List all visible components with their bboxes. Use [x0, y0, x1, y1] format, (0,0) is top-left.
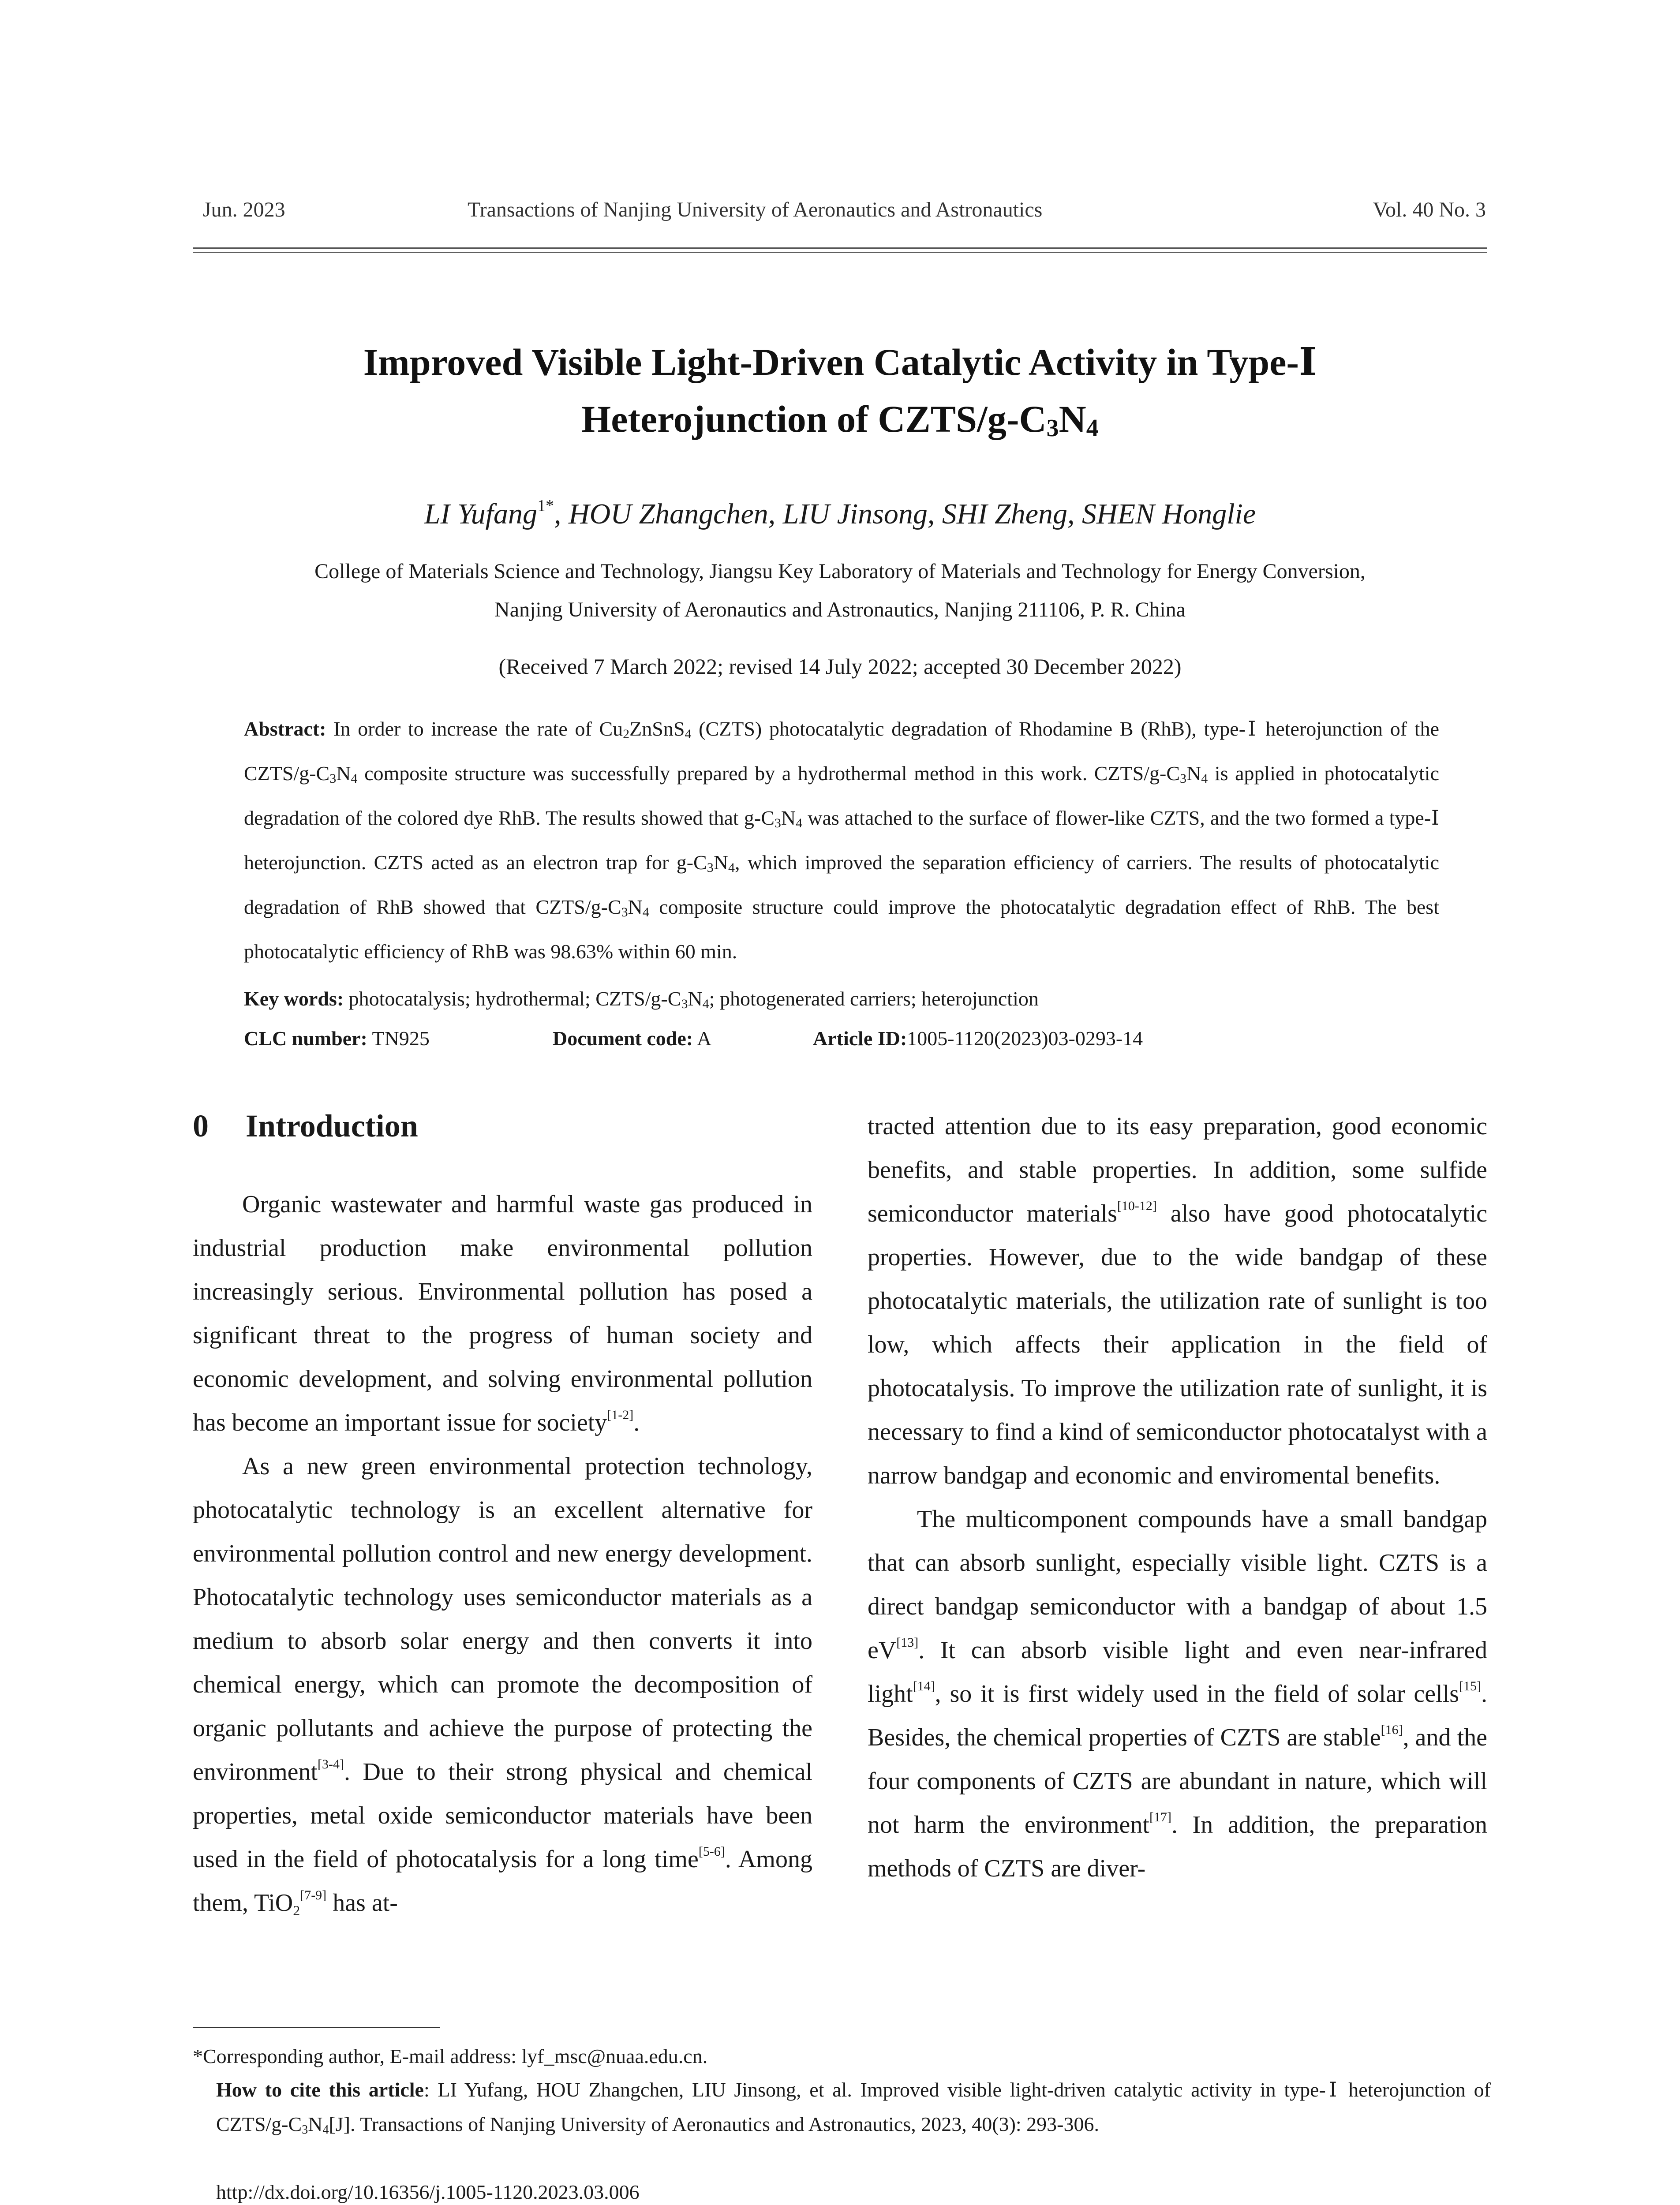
affiliation-line-2: Nanjing University of Aeronautics and Astronautics, Nanjing 211106, P. R. China	[494, 598, 1186, 621]
paragraph: The multicomponent compounds have a small bandgap that can absorb sunlight, especially visible light. CZTS is a direct bandgap semiconductor with a bandgap of about 1.5 eV[13]. It can absorb visible light and even near-infrared light[14], so it is first widely used in the field of solar cells[15]. Besides, the chemical properties of CZTS are stable[16], and the four components of CZTS are abundant in nature, which will not harm the environment[17]. In addition, the preparation methods of CZTS are diver-	[868, 1506, 1488, 1882]
author-list	[193, 496, 1487, 531]
citation-ref[interactable]: [16]	[1381, 1723, 1403, 1737]
abstract-label: Abstract:	[244, 718, 326, 740]
header-journal-name: Transactions of Nanjing University of Aeronautics and Astronautics	[468, 198, 1043, 221]
article-id: Article ID:1005-1120(2023)03-0293-14	[813, 1027, 1143, 1050]
author-rest: , HOU Zhangchen, LIU Jinsong, SHI Zheng, SHEN Honglie	[554, 498, 1256, 530]
author-affiliation-mark: 1*	[537, 497, 554, 515]
citation-ref[interactable]: [15]	[1459, 1679, 1481, 1693]
citation-ref[interactable]: [5-6]	[698, 1844, 725, 1859]
paragraph: tracted attention due to its easy preparation, good economic benefits, and stable properties. In addition, some sulfide semiconductor materials[10-12] also have good photocatalytic properties. However, due to the wide bandgap of these photocatalytic materials, the utilization rate of sunlight is too low, which affects their application in the field of photocatalysis. To improve the utilization rate of sunlight, it is necessary to find a kind of semiconductor photocatalyst with a narrow bandgap and economic and enviromental benefits.	[868, 1113, 1487, 1489]
citation-ref[interactable]: [10-12]	[1117, 1199, 1157, 1213]
body-column-left	[193, 1183, 812, 1925]
footnote-rule	[193, 2027, 440, 2028]
body-column-right	[868, 1105, 1487, 1891]
section-heading-introduction	[193, 1108, 418, 1144]
header-volume: Vol. 40 No. 3	[1373, 198, 1486, 221]
paper-title-line-1: Improved Visible Light-Driven Catalytic Activity in Type-Ⅰ	[363, 341, 1317, 383]
author-first: LI Yufang	[424, 498, 537, 530]
keywords-label: Key words:	[244, 987, 344, 1010]
citation-ref[interactable]: [13]	[896, 1635, 919, 1650]
section-number: 0	[193, 1108, 209, 1144]
doi-link[interactable]: http://dx.doi.org/10.16356/j.1005-1120.2023.03.006	[216, 2181, 640, 2203]
citation-ref[interactable]: [1-2]	[607, 1408, 634, 1422]
citation-ref[interactable]: [3-4]	[318, 1757, 344, 1771]
abstract: Abstract: In order to increase the rate of $Cu_2ZnSnS_4$ (CZTS) photocatalytic degradation of Rhodamine B (RhB), type-Ⅰ heterojunction of the CZTS/$g-C_3N_4$ composite structure was successfully prepared by a hydrothermal method in this work. CZTS/$g-C_3N_4$ is applied in photocatalytic degradation of the colored dye RhB. The results showed that $g-C_3N_4$ was attached to the surface of flower-like CZTS, and the two formed a type-Ⅰ heterojunction. CZTS acted as an electron trap for $g-C_3N_4$, which improved the separation efficiency of carriers. The results of photocatalytic degradation of RhB showed that CZTS/$g-C_3N_4$ composite structure could improve the photocatalytic degradation effect of RhB. The best photocatalytic efficiency of RhB was 98.63% within 60 min.	[244, 718, 1439, 963]
affiliation-line-1: College of Materials Science and Technology, Jiangsu Key Laboratory of Materials and Technology for Energy Conversion,	[314, 560, 1366, 583]
paragraph: As a new green environmental protection technology, photocatalytic technology is an excellent alternative for environmental pollution control and new energy development. Photocatalytic technology uses semiconductor materials as a medium to absorb solar energy and then converts it into chemical energy, which can promote the decomposition of organic pollutants and achieve the purpose of protecting the environment[3-4]. Due to their strong physical and chemical properties, metal oxide semiconductor materials have been used in the field of photocatalysis for a long time[5-6]. Among them, TiO$_2$[7-9] has at-	[193, 1453, 812, 1918]
section-title: Introduction	[246, 1108, 418, 1144]
paragraph: Organic wastewater and harmful waste gas produced in industrial production make environmental pollution increasingly serious. Environmental pollution has posed a significant threat to the progress of human society and economic development, and solving environmental pollution has become an important issue for society[1-2].	[193, 1191, 812, 1436]
header-rule-thick	[193, 247, 1487, 249]
header-rule-thin	[193, 252, 1487, 253]
header-date: Jun. 2023	[203, 198, 285, 221]
citation-ref[interactable]: [7-9]	[300, 1888, 327, 1902]
citation-ref[interactable]: [17]	[1149, 1810, 1171, 1824]
citation-ref[interactable]: [14]	[913, 1679, 935, 1693]
received-dates: (Received 7 March 2022; revised 14 July 2022; accepted 30 December 2022)	[498, 654, 1182, 679]
keywords: Key words: photocatalysis; hydrothermal; CZTS/$g-C_3N_4$; photogenerated carriers; heterojunction	[244, 987, 1039, 1011]
document-code: Document code: A	[553, 1027, 712, 1050]
paper-title-line-2: Heterojunction of CZTS/$g-C_3N_4$	[581, 398, 1099, 442]
footnote-how-to-cite: How to cite this article: LI Yufang, HOU Zhangchen, LIU Jinsong, et al. Improved visible light-driven catalytic activity in type-Ⅰ heterojunction of CZTS/$g-C_3N_4[J]$. Transactions of Nanjing University of Aeronautics and Astronautics, 2023, 40(3): 293-306.	[216, 2078, 1491, 2137]
clc-number: CLC number: TN925	[244, 1027, 430, 1050]
footnote-corresponding-author: *Corresponding author, E-mail address: lyf_msc@nuaa.edu.cn.	[193, 2045, 708, 2067]
